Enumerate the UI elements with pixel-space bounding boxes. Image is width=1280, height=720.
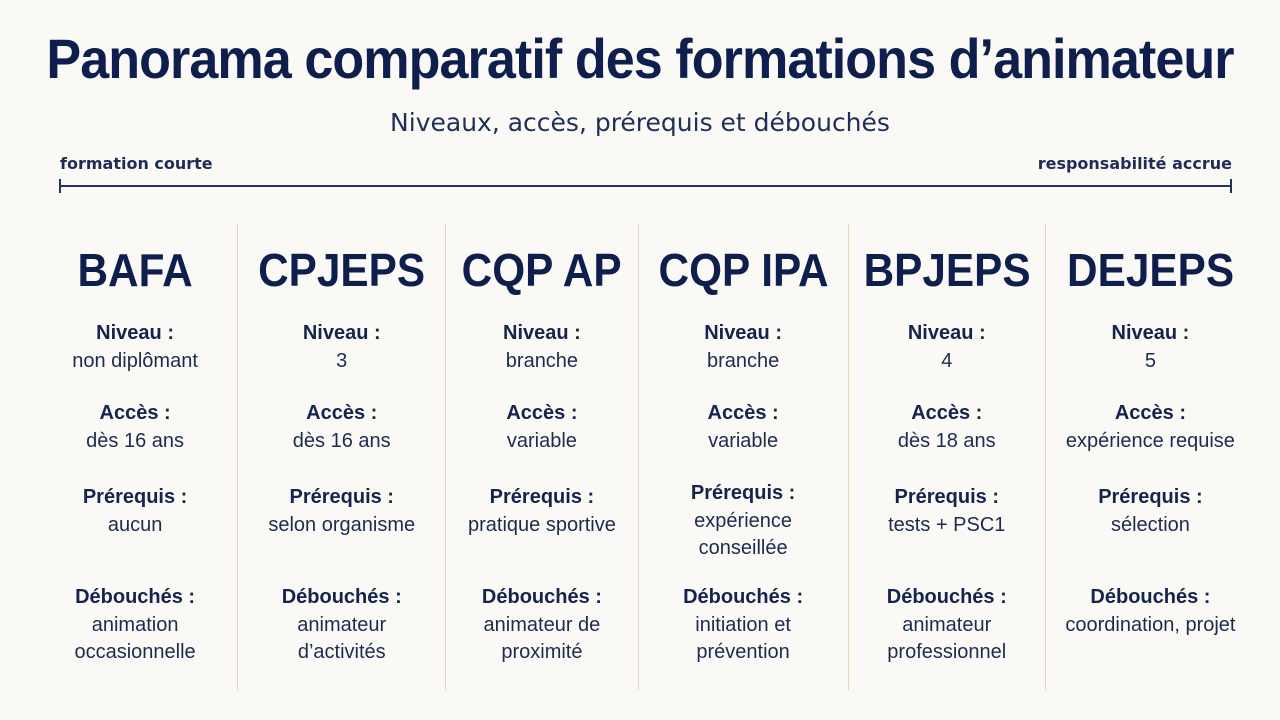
niveau-field (238, 320, 445, 375)
niveau-value: non diplômant (72, 350, 198, 372)
prerequis-field (639, 480, 848, 562)
scale-right-label: responsabilité accrue (1037, 154, 1232, 173)
prerequis-field (33, 484, 237, 539)
prerequis-value: selon organisme (268, 514, 416, 536)
debouches-field (639, 584, 848, 666)
progression-axis-start-tick (59, 179, 61, 193)
acces-field (639, 400, 848, 455)
acces-label: Accès : (707, 402, 779, 424)
prerequis-value: tests + PSC1 (888, 514, 1006, 536)
niveau-value: 3 (336, 350, 348, 372)
debouches-label: Débouchés : (683, 586, 804, 608)
formation-name: CQP AP (461, 244, 622, 296)
debouches-value: initiation et prévention (695, 614, 791, 663)
formation-name: CQP IPA (658, 244, 829, 296)
niveau-label: Niveau : (96, 322, 174, 344)
prerequis-value: expérience conseillée (694, 510, 793, 559)
formation-name: BPJEPS (863, 244, 1031, 296)
debouches-value: animateur de proximité (483, 614, 601, 663)
debouches-label: Débouchés : (75, 586, 196, 608)
prerequis-field (1046, 484, 1255, 539)
prerequis-label: Prérequis : (894, 486, 999, 508)
page-title: Panorama comparatif des formations d’animateur (46, 27, 1234, 90)
niveau-field (849, 320, 1045, 375)
prerequis-label: Prérequis : (489, 486, 595, 508)
formation-column-bpjeps (848, 224, 1045, 690)
formation-column-cpjeps (237, 224, 445, 690)
niveau-label: Niveau : (907, 322, 986, 344)
niveau-value: branche (706, 350, 780, 372)
prerequis-label: Prérequis : (82, 486, 188, 508)
debouches-value: coordination, projet (1065, 614, 1236, 636)
scale-left-label: formation courte (60, 154, 213, 173)
debouches-label: Débouchés : (1090, 586, 1211, 608)
debouches-field (1046, 584, 1255, 639)
niveau-field (446, 320, 637, 375)
prerequis-field (849, 484, 1045, 539)
niveau-label: Niveau : (704, 322, 782, 344)
acces-field (849, 400, 1045, 455)
formation-column-cqp-ap (445, 224, 637, 690)
acces-field (33, 400, 237, 455)
prerequis-value: pratique sportive (467, 514, 616, 536)
debouches-label: Débouchés : (886, 586, 1007, 608)
prerequis-label: Prérequis : (289, 486, 394, 508)
niveau-value: branche (505, 350, 579, 372)
debouches-label: Débouchés : (281, 586, 402, 608)
debouches-value: animateur d’activités (297, 614, 387, 663)
prerequis-field (238, 484, 445, 539)
debouches-field (446, 584, 637, 666)
acces-label: Accès : (99, 402, 171, 424)
acces-field (446, 400, 637, 455)
prerequis-value: aucun (107, 514, 163, 536)
niveau-value: 5 (1144, 350, 1156, 372)
formations-comparison-grid (33, 224, 1255, 690)
formation-name: BAFA (77, 244, 193, 296)
prerequis-label: Prérequis : (1098, 486, 1203, 508)
formation-name: CPJEPS (258, 244, 426, 296)
debouches-value: animation occasionnelle (74, 614, 196, 663)
acces-value: variable (708, 430, 779, 452)
acces-value: dès 16 ans (86, 430, 184, 452)
page-subtitle: Niveaux, accès, prérequis et débouchés (390, 108, 890, 137)
acces-value: dès 16 ans (292, 430, 391, 452)
niveau-field (33, 320, 237, 375)
acces-field (238, 400, 445, 455)
acces-value: expérience requise (1065, 430, 1235, 452)
formation-column-dejeps (1045, 224, 1255, 690)
acces-value: dès 18 ans (897, 430, 996, 452)
debouches-field (238, 584, 445, 666)
prerequis-label: Prérequis : (690, 482, 796, 504)
acces-field (1046, 400, 1255, 455)
niveau-label: Niveau : (1111, 322, 1190, 344)
niveau-field (639, 320, 848, 375)
prerequis-value: sélection (1110, 514, 1190, 536)
debouches-label: Débouchés : (481, 586, 602, 608)
debouches-field (33, 584, 237, 666)
prerequis-field (446, 484, 637, 539)
formation-column-bafa (33, 224, 237, 690)
niveau-value: 4 (941, 350, 953, 372)
debouches-field (849, 584, 1045, 666)
niveau-field (1046, 320, 1255, 375)
progression-axis-line (60, 185, 1232, 187)
formation-column-cqp-ipa (638, 224, 848, 690)
formation-name: DEJEPS (1066, 244, 1234, 296)
progression-axis-end-tick (1230, 179, 1232, 193)
acces-value: variable (506, 430, 577, 452)
niveau-label: Niveau : (302, 322, 381, 344)
acces-label: Accès : (1114, 402, 1186, 424)
acces-label: Accès : (506, 402, 578, 424)
debouches-value: animateur professionnel (887, 614, 1007, 663)
niveau-label: Niveau : (503, 322, 581, 344)
acces-label: Accès : (911, 402, 983, 424)
acces-label: Accès : (306, 402, 378, 424)
